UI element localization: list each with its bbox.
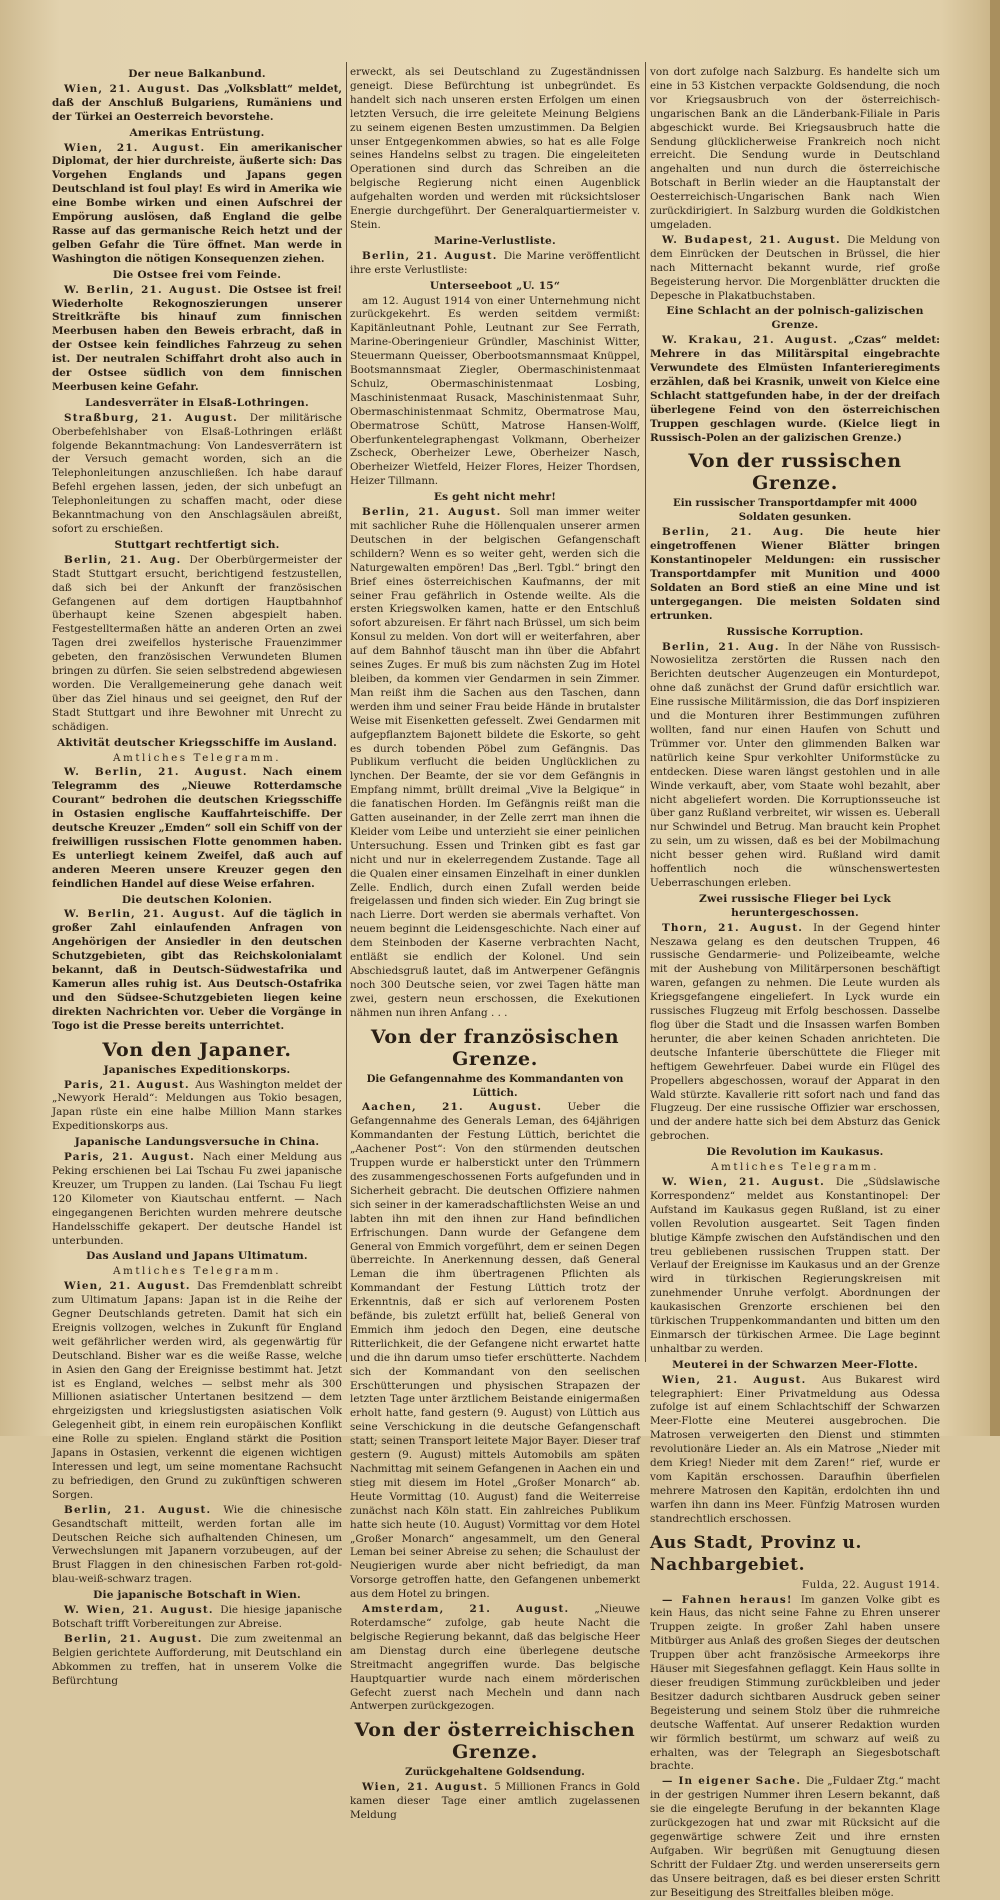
dateline: Amsterdam, 21. August. [362, 1603, 595, 1616]
article-paragraph [650, 641, 940, 891]
telegram-note: Amtliches Telegramm. [112, 751, 282, 764]
dateline: Wien, 21. August. [362, 1781, 495, 1794]
article-paragraph [650, 1176, 940, 1357]
article-paragraph [350, 66, 640, 233]
section-heading: Von den Japaner. [102, 1038, 292, 1061]
article-paragraph [52, 1633, 342, 1689]
paragraph-text: Ein amerikanischer Diplomat, der hier durchreiste, äußerte sich: Das Vorgehen Englands und Japans gegen Deutschland ist foul play! Es wird in Amerika wie eine Bombe wirken und einen Aufschrei der Empörung auslösen, daß England die gelbe Rasse auf das germanische Reich hetzt und der gelben Gefahr die Türe öffnet. Man werde in Washington die nötigen Konsequenzen ziehen. [52, 141, 342, 265]
article-paragraph [650, 66, 940, 233]
article-heading: Eine Schlacht an der polnisch-galizischen Grenze. [666, 305, 924, 332]
paragraph-text: Das Fremdenblatt schreibt zum Ultimatum Japans: Japan ist in die Reihe der Gegner Deutschlands getreten. Damit hat sich ein Ereignis vollzogen, welches in Zukunft für England weit gefährlicher werden wird, als gegenwärtig für Deutschland. Bisher war es die weiße Rasse, welche in Asien den Gang der Ereignisse bestimmt hat. Jetzt ist es England, welches — selbst mehr als 300 Millionen asiatischer Untertanen besitzend — dem ehrgeizigsten und kriegslustigsten asiatischen Volk Gelegenheit gibt, in einem rein europäischen Konflikt eine Rolle zu spielen. England stärkt die Position Japans in Ostasien, verkennt die eigenen wichtigen Interessen und legt, um seine momentane Rachsucht zu befriedigen, den Grund zu zukünftigen schweren Sorgen. [52, 1280, 343, 1501]
section-heading: Von der französischen Grenze. [370, 1025, 620, 1070]
dateline: Berlin, 21. Aug. [662, 640, 788, 653]
article-paragraph [52, 83, 342, 125]
dateline: — Fahnen heraus! [662, 1593, 801, 1606]
article-paragraph [52, 1151, 342, 1248]
article-paragraph [650, 334, 940, 445]
article-paragraph [350, 1101, 640, 1602]
article-heading: Marine-Verlustliste. [434, 234, 556, 247]
dateline: Berlin, 21. Aug. [662, 526, 825, 539]
paragraph-text: Im ganzen Volke gibt es kein Haus, das nicht seine Fahne zu Ehren unserer Truppen zeigte. In großer Zahl haben unsere Mitbürger aus Anlaß des großen Sieges der deutschen Truppen über acht französische Armeekorps ihre Häuser mit Siegesfahnen geflaggt. Kein Haus sollte in dieser freudigen Stimmung zurückbleiben und jeder Besitzer dadurch sichtbaren Ausdruck geben seiner Begeisterung und seinem Stolz über die ruhmreiche deutsche Waffentat. Auf unserer Redaktion wurden wir förmlich bestürmt, um schwarz auf weiß zu erhalten, was der Telegraph an Siegesbotschaft brachte. [650, 1593, 940, 1773]
paragraph-text: „Nieuwe Roterdamsche“ zufolge, gab heute Nacht die belgische Regierung bekannt, daß das belgische Heer am Dienstag durch eine überlegene deutsche Streitmacht angegriffen wurde. Das belgische Hauptquartier wurde nach einem mörderischen Gefecht zuerst nach Mecheln und dann nach Antwerpen zurückgezogen. [350, 1603, 640, 1713]
column-right [650, 66, 941, 1899]
column-rule [645, 62, 646, 1362]
paragraph-text: „Czas“ meldet: Mehrere in das Militärspital eingebrachte Verwundete des Elmüsten Infanterieregiments erzählen, daß bei Krasnik, unweit von Kielce eine Schlacht stattgefunden habe, in der der dreifach überlegene Feind von den österreichischen Truppen geschlagen wurde. (Kielce liegt in Russisch-Polen an der galizischen Grenze.) [650, 334, 941, 444]
article-heading: Die Ostsee frei vom Feinde. [112, 268, 282, 281]
dateline: Berlin, 21. August. [362, 249, 504, 262]
dateline: W. Berlin, 21. August. [64, 766, 263, 779]
article-paragraph [52, 284, 342, 395]
article-paragraph [52, 1079, 342, 1135]
article-heading: Russische Korruption. [726, 625, 864, 638]
paragraph-text: Die „Südslawische Korrespondenz“ meldet aus Konstantinopel: Der Aufstand im Kaukasus gegen Rußland, ist zu einer vollen Revolution ausgeartet. Seit Tagen finden blutige Kämpfe zwischen den Aufständischen und den treu gebliebenen russischen Truppen statt. Der Verlauf der Ereignisse im Kaukasus und an der Grenze wird in türkischen Regierungskreisen mit zunehmender Unruhe verfolgt. Abordnungen der kaukasischen Grenzorte erschienen bei den türkischen Truppenkommandanten und bitten um den Einmarsch der türkischen Armee. Die Lage beginnt unhaltbar zu werden. [650, 1175, 940, 1355]
article-paragraph [650, 526, 940, 623]
article-paragraph [52, 142, 342, 267]
paragraph-text: 5 Millionen Francs in Gold kamen dieser Tage einer amtlich zugelassenen Meldung [350, 1781, 641, 1822]
dateline: Berlin, 21. Aug. [64, 553, 190, 566]
paragraph-text: Ueber die Gefangennahme des Generals Leman, des 64jährigen Kommandanten der Festung Lüttich, berichtet die „Aachener Post“: Von den stürmenden deutschen Truppen wurde er halberstickt unter den Trümmern des zusammengeschossenen Forts aufgefunden und in Sicherheit gebracht. Die deutschen Offiziere nahmen sich seiner in der kameradschaftlichsten Weise an und labten ihn mit den ihnen zur Hand befindlichen Erfrischungen. Dann wurde der Gefangene dem General von Emmich vorgeführt, dem er seinen Degen überreichte. In Anerkennung dessen, daß General Leman die ihm übertragenen Pflichten als Kommandant der Festung Lüttich trotz der Erkenntnis, daß er sich auf verlorenem Posten befände, bis zuletzt erfüllt hat, beließ General von Emmich ihm jedoch den Degen, eine deutsche Ritterlichkeit, die der Gefangene nicht erwartet hatte und die ihn darum umso tiefer erschütterte. Nachdem sich der Kommandant von den seelischen Erschütterungen und physischen Strapazen der letzten Tage unter ärztlichem Beistande einigermaßen erholt hatte, fand gestern (9. August) von Lüttich aus seine Verschickung in die deutsche Gefangenschaft statt; seinen Transport leitete Major Bayer. Dieser traf gestern (9. August) mittels Automobils am späten Nachmittag mit seinem Gefangenen in Aachen ein und stieg mit diesem im Hotel „Großer Monarch“ ab. Heute Vormittag (10. August) fand die Weiterreise zunächst nach Köln statt. Ein zahlreiches Publikum hatte sich heute (10. August) Vormittag vor dem Hotel „Großer Monarch“ angesammelt, um den General Leman bei seiner Abreise zu sehen; die Schaulust der Neugierigen wurde aber nicht befriedigt, da man Vorsorge getroffen hatte, den Gefangenen unbemerkt aus dem Hotel zu bringen. [350, 1101, 641, 1601]
paragraph-text: Aus Washington meldet der „Newyork Herald“: Meldungen aus Tokio besagen, Japan rüste ein eine halbe Million Mann starkes Expeditionskorps aus. [52, 1078, 343, 1133]
paragraph-text: Die „Fuldaer Ztg.“ macht in der gestrigen Nummer ihren Lesern bekannt, daß sie die eingelegte Berufung in der bekannten Klage zurückgezogen hat und zwar mit Rücksicht auf die gegenwärtige schwere Zeit und ihre ernsten Aufgaben. Wir begrüßen mit Genugtuung diesen Schritt der Fuldaer Ztg. und werden unsererseits gern das Unsere beitragen, daß es bei dieser ersten Schritt zur Beseitigung des Streitfalles bleiben möge. [650, 1775, 940, 1899]
paragraph-text: Die heute hier eingetroffenen Wiener Blätter bringen Konstantinopeler Meldungen: ein russischer Transportdampfer mit Munition und 4000 Soldaten an Bord stieß an eine Mine und ist untergegangen. Die meisten Soldaten sind ertrunken. [650, 526, 940, 622]
column-middle [350, 66, 641, 1822]
article-paragraph [52, 1280, 342, 1503]
dateline: Thorn, 21. August. [662, 921, 814, 934]
dateline: Wien, 21. August. [64, 82, 198, 95]
dateline: Wien, 21. August. [662, 1373, 822, 1386]
local-dateline: Fulda, 22. August 1914. [801, 1578, 940, 1591]
paragraph-text: am 12. August 1914 von einer Unternehmung nicht zurückgekehrt. Es werden seitdem vermißt: Kapitänleutnant Pohle, Leutnant zur See Ferrath, Marine-Oberingenieur Gründler, Maschinist Witter, Steuermann Queisser, Oberbootsmannsmaat Knüppel, Bootsmannsmaat Ziegler, Obermaschinistenmaat Schulz, Obermaschinistenmaat Losbing, Maschinistenmaat Rusack, Maschinistenmaat Suhr, Obermaschinistenmaat Schmitz, Obermatrose Mau, Obermatrose Schütt, Matrose Hansen-Wolff, Oberfunkentelegraphengast Volkmann, Oberheizer Zscheck, Oberheizer Lewe, Oberheizer Nasch, Oberheizer Wietfeld, Heizer Flores, Heizer Thordsen, Heizer Tillmann. [350, 294, 640, 488]
paragraph-text: Die Ostsee ist frei! Wiederholte Rekognoszierungen unserer Streitkräfte bis hinauf zum finnischen Meerbusen haben den Beweis erbracht, daß in der Ostsee kein feindliches Fahrzeug zu sehen ist. Der neutralen Schiffahrt droht also auch in der Ostsee südlich von dem finnischen Meerbusen keine Gefahr. [52, 283, 342, 393]
section-heading: Von der russischen Grenze. [688, 450, 902, 495]
article-heading: Die deutschen Kolonien. [121, 893, 273, 906]
paragraph-text: erweckt, als sei Deutschland zu Zugeständnissen geneigt. Diese Befürchtung ist unbegründet. Es handelt sich nach unseren ersten Erfolgen um einen letzten Versuch, die irre geleitete Meinung Belgiens zu seinem eigenen Besten umzustimmen. Da Belgien unser Entgegenkommen abwies, so hat es alle Folge seines Handelns selbst zu tragen. Die eingeleiteten Operationen sind durch das Schreiben an die belgische Regierung nicht einen Augenblick aufgehalten worden und werden mit rücksichtsloser Energie durchgeführt. Der Generalquartiermeister v. Stein. [350, 66, 640, 231]
paragraph-text: Nach einem Telegramm des „Nieuwe Rotterdamsche Courant“ bedrohen die deutschen Kriegsschiffe in Ostasien englische Kauffahrteischiffe. Der deutsche Kreuzer „Emden“ soll ein Schiff von der freiwilligen russischen Flotte genommen haben. Es unterliegt keinem Zweifel, daß auch auf anderen Meeren unsere Kreuzer gegen den feindlichen Handel auf diese Weise erfahren. [52, 766, 342, 890]
dateline: W. Wien, 21. August. [64, 1604, 221, 1617]
paragraph-text: Der militärische Oberbefehlshaber von Elsaß-Lothringen erläßt folgende Bekanntmachung: Von Landesverrätern ist der Versuch gemacht worden, sich an die Telephonleitungen anzuschließen. Ich habe darauf Befehl ergehen lassen, jeden, der sich unbefugt an Telephonleitungen zu schaffen macht, oder diese Bekanntmachung von den Anschlagsäulen abreißt, sofort zu erschießen. [52, 411, 342, 535]
article-heading: Die japanische Botschaft in Wien. [93, 1589, 301, 1602]
page-edge [990, 0, 1000, 1436]
section-heading: Aus Stadt, Provinz u. Nachbargebiet. [650, 1532, 862, 1575]
dateline: W. Wien, 21. August. [662, 1175, 836, 1188]
dateline: — In eigener Sache. [662, 1775, 807, 1788]
article-paragraph [650, 1775, 940, 1900]
article-heading: Meuterei in der Schwarzen Meer-Flotte. [672, 1358, 918, 1371]
dateline: Berlin, 21. August. [64, 1503, 224, 1516]
article-heading: Landesverräter in Elsaß-Lothringen. [85, 396, 309, 409]
article-paragraph [52, 412, 342, 537]
dateline: Berlin, 21. August. [64, 1632, 211, 1645]
article-paragraph [52, 1604, 342, 1632]
dateline: Wien, 21. August. [64, 141, 220, 154]
sub-heading: Ein russischer Transportdampfer mit 4000 Soldaten gesunken. [672, 497, 918, 524]
article-paragraph [350, 295, 640, 490]
dateline: Paris, 21. August. [64, 1151, 203, 1164]
article-heading: Es geht nicht mehr! [433, 491, 557, 504]
telegram-note: Amtliches Telegramm. [710, 1161, 880, 1174]
article-heading: Der neue Balkanbund. [128, 68, 266, 80]
paragraph-text: Wie die chinesische Gesandtschaft mitteilt, werden fortan alle im Deutschen Reiche sich aufhaltenden Chinesen, um Verwechslungen mit Japanern vorzubeugen, auf der Brust Flaggen in den chinesischen Farben rot-gold-blau-weiß-schwarz tragen. [52, 1503, 342, 1586]
paragraph-text: Nach einer Meldung aus Peking erschienen bei Lai Tschau Fu zwei japanische Kreuzer, um Truppen zu landen. (Lai Tschau Fu liegt 120 Kilometer von Kiautschau entfernt. — Nach eingegangenen Berichten wurden mehrere deutsche Handelsschiffe gekapert. Der deutsche Handel ist unterbunden. [52, 1151, 342, 1247]
article-paragraph [350, 1603, 640, 1714]
paragraph-text: Die Marine veröffentlicht ihre erste Verlustliste: [350, 249, 640, 276]
paragraph-text: Aus Bukarest wird telegraphiert: Einer Privatmeldung aus Odessa zufolge ist auf einem Schlachtschiff der Schwarzen Meer-Flotte eine Meuterei ausgebrochen. Die Matrosen verweigerten den Dienst und stimmten revolutionäre Lieder an. Als ein Matrose „Nieder mit dem Krieg! Nieder mit dem Zaren!“ rief, wurde er vom Kapitän erschossen. Daraufhin überfielen mehrere Matrosen den Kapitän, erdolchten ihn und warfen ihn dann ins Meer. Fünfzig Matrosen wurden standrechtlich erschossen. [650, 1373, 940, 1525]
article-heading: Aktivität deutscher Kriegsschiffe im Ausland. [57, 736, 337, 749]
article-paragraph [650, 234, 940, 304]
article-paragraph [52, 908, 342, 1033]
article-heading: Die Revolution im Kaukasus. [706, 1146, 884, 1159]
article-paragraph [350, 1781, 640, 1823]
paragraph-text: von dort zufolge nach Salzburg. Es handelte sich um eine in 53 Kistchen verpackte Goldsendung, die noch vor Kriegsausbruch von der österreichisch-ungarischen Bank an die Länderbank-Filiale in Paris abgeschickt wurde. Bei Kriegsausbruch hatte die Sendung glücklicherweise Frankreich noch nicht erreicht. Die Sendung wurde in Deutschland angehalten und nun durch die österreichische Botschaft in Berlin wieder an die Hauptanstalt der Oesterreichisch-Ungarischen Bank nach Wien zurückdirigiert. In Salzburg wurden die Goldkistchen umgeladen. [650, 66, 940, 231]
dateline: Paris, 21. August. [64, 1078, 196, 1091]
paragraph-text: Soll man immer weiter mit sachlicher Ruhe die Höllenqualen unserer armen Deutschen in der belgischen Gefangenschaft schildern? Wenn es so weiter geht, werden sich die Naturgewalten empören! Das „Berl. Tgbl.“ bringt den Brief eines österreichischen Kaufmanns, der mit seiner Frau gefährlich in Ostende weilte. Als die ersten Kriegswolken kamen, hatte er den Entschluß sofort abzureisen. Er fährt nach Brüssel, um sich beim Konsul zu melden. Von dort will er weiterfahren, aber auf dem Bahnhof täuscht man ihn über die Abfahrt seines Zuges. Er muß bis zum nächsten Zug im Hotel bleiben, da kommen vier Gendarmen in sein Zimmer. Man reißt ihm die Sachen aus den Taschen, dann werden ihm und seiner Frau beide Hände in brutalster Weise mit Eisenketten gefesselt. Zwei Gendarmen mit aufgepflanztem Bajonett bildete die Eskorte, so geht es durch tobenden Pöbel zum Gefängnis. Das Publikum verflucht die beiden Unglücklichen zu lynchen. Der Beamte, der sie vor dem Gefängnis in Empfang nimmt, brüllt dreimal „Vive la Belgique“ in die fanatischen Horden. Im Gefängnis reißt man die Gatten auseinander, in der Zelle zerrt man ihnen die Kleider vom Leibe und unterzieht sie einer peinlichen Untersuchung. Essen und Trinken gibt es fast gar nicht und nur in ekelerregendem Zustande. Tage all die Qualen einer einsamen Einzelhaft in einer dunklen Zelle. Endlich, durch einen Zufall werden beide freigelassen und finden sich wieder. Ein Zug bringt sie nach Lierre. Dort werden sie abermals verhaftet. Von neuem beginnt die Leidensgeschichte. Nach einer auf dem Steinboden der Kaserne verbrachten Nacht, entläßt sie endlich der Kolonel. Und sein Abschiedsgruß lautet, daß im Antwerpener Gefängnis noch 300 Deutsche seien, vor zwei Tagen hätte man zwei, gestern neun erschossen, die Exekutionen nähmen nun ihren Anfang . . . [350, 506, 640, 1019]
article-heading: Das Ausland und Japans Ultimatum. [86, 1250, 308, 1263]
article-paragraph [650, 1374, 940, 1527]
dateline: Straßburg, 21. August. [64, 411, 250, 424]
sub-heading: Die Gefangennahme des Kommandanten von Lüttich. [366, 1072, 624, 1099]
telegram-note: Amtliches Telegramm. [112, 1265, 282, 1278]
article-heading: Stuttgart rechtfertigt sich. [114, 538, 280, 551]
article-heading: Japanisches Expeditionskorps. [103, 1063, 291, 1076]
article-heading: Japanische Landungsversuche in China. [74, 1136, 320, 1149]
paragraph-text: Auf die täglich in großer Zahl einlaufenden Anfragen von Angehörigen der Ansiedler in den deutschen Schutzgebieten, gibt das Reichskolonialamt bekannt, daß in Deutsch-Südwestafrika und Kamerun alles ruhig ist. Aus Deutsch-Ostafrika und den Südsee-Schutzgebieten liegen keine direkten Nachrichten vor. Ueber die Vorgänge in Togo ist die Presse bereits unterrichtet. [52, 908, 342, 1032]
paragraph-text: Der Oberbürgermeister der Stadt Stuttgart ersucht, berichtigend festzustellen, daß sich bei der Ankunft der französischen Gefangenen auf dem dortigen Hauptbahnhof überhaupt keine Szenen abgespielt haben. Festgestelltermaßen hätte an anderen Orten an zwei Tagen drei zweifellos hysterische Frauenzimmer gebeten, den französischen Verwundeten Blumen bringen zu dürfen. Sie seien selbstredend abgewiesen worden. Die Verallgemeinerung gehe danach weit über das Ziel hinaus und sei geeignet, den Ruf der Stadt Stuttgart und ihre Bewohner mit Unrecht zu schädigen. [52, 553, 342, 733]
paragraph-text: Das „Volksblatt“ meldet, daß der Anschluß Bulgariens, Rumäniens und der Türkei an Oesterreich bevorstehe. [52, 82, 342, 123]
article-paragraph [350, 250, 640, 278]
dateline: Berlin, 21. August. [362, 506, 510, 519]
dateline: W. Budapest, 21. August. [662, 233, 848, 246]
sub-heading: Zurückgehaltene Goldsendung. [405, 1766, 585, 1779]
paragraph-text: In der Nähe von Russisch-Nowosielitza zerstörten die Russen nach den Berichten deutscher Augenzeugen ein Monturdepot, ohne daß zunächst der Grund dafür ersichtlich war. Eine russische Militärmission, die das Dorf inspizieren und die Monturen ihrer Bestimmungen zuführen wollten, fand nur einen Haufen von Schutt und Trümmer vor. Unter den glimmenden Balken war natürlich keine Spur verkohlter Uniformstücke zu entdecken. Diese waren längst gestohlen und in alle Winde verkauft, aber, vom Staate wohl bezahlt, aber nicht abgeliefert worden. Die Korruptionsseuche ist über ganz Rußland verbreitet, wir wissen es. Ueberall nur Schwindel und Betrug. Man braucht kein Prophet zu sein, um zu wissen, daß es bei der Mobilmachung nicht besser gehen wird. Rußland wird damit hoffentlich noch die wünschenswertesten Ueberraschungen erleben. [650, 640, 940, 889]
column-rule [346, 62, 347, 1362]
article-paragraph [52, 766, 342, 891]
column-left [52, 66, 343, 1687]
article-heading: Zwei russische Flieger bei Lyck heruntergeschossen. [699, 892, 891, 919]
dateline: Aachen, 21. August. [362, 1101, 568, 1114]
paragraph-text: Die Meldung von dem Einrücken der Deutschen in Brüssel, die hier nach Mitternacht bekannt wurde, rief große Begeisterung hervor. Die Morgenblätter druckten die Depesche in Plakatbuchstaben. [650, 233, 940, 302]
article-paragraph [52, 1504, 342, 1587]
article-heading: Unterseeboot „U. 15“ [429, 279, 561, 292]
paragraph-text: In der Gegend hinter Neszawa gelang es den deutschen Truppen, 46 russische Gendarmerie- und Polizeibeamte, welche mit der Aushebung von Militärpersonen beschäftigt waren, gefangen zu nehmen. Die Leute wurden als Kriegsgefangene eingeliefert. In Lyck wurde ein russisches Flugzeug mit Erfolg beschossen. Dasselbe flog über die Stadt und die Insassen warfen Bomben herunter, die aber keinen Schaden anrichteten. Die deutsche Infanterie überschüttete die Flieger mit heftigem Gewehrfeuer. Dabei wurde ein Flügel des Propellers abgeschossen, worauf der Apparat in den Wald stürzte. Kavallerie ritt sofort nach und fand das Flugzeug. Der eine russische Offizier war erschossen, und der andere hatte sich bei dem Absturz das Genick gebrochen. [650, 921, 940, 1143]
dateline: W. Berlin, 21. August. [64, 283, 229, 296]
dateline: W. Krakau, 21. August. [662, 334, 849, 347]
article-heading: Amerikas Entrüstung. [129, 126, 265, 139]
article-paragraph [350, 506, 640, 1021]
article-paragraph [650, 1594, 940, 1775]
article-paragraph [650, 922, 940, 1145]
paragraph-text: Die zum zweitenmal an Belgien gerichtete Aufforderung, mit Deutschland ein Abkommen zu treffen, hat in unserem Volke die Befürchtung [52, 1632, 342, 1687]
paragraph-text: Die hiesige japanische Botschaft trifft Vorbereitungen zur Abreise. [52, 1604, 342, 1630]
article-paragraph [52, 554, 342, 735]
dateline: W. Berlin, 21. August. [64, 908, 234, 921]
section-heading: Von der österreichischen Grenze. [354, 1719, 636, 1764]
dateline: Wien, 21. August. [64, 1280, 198, 1293]
